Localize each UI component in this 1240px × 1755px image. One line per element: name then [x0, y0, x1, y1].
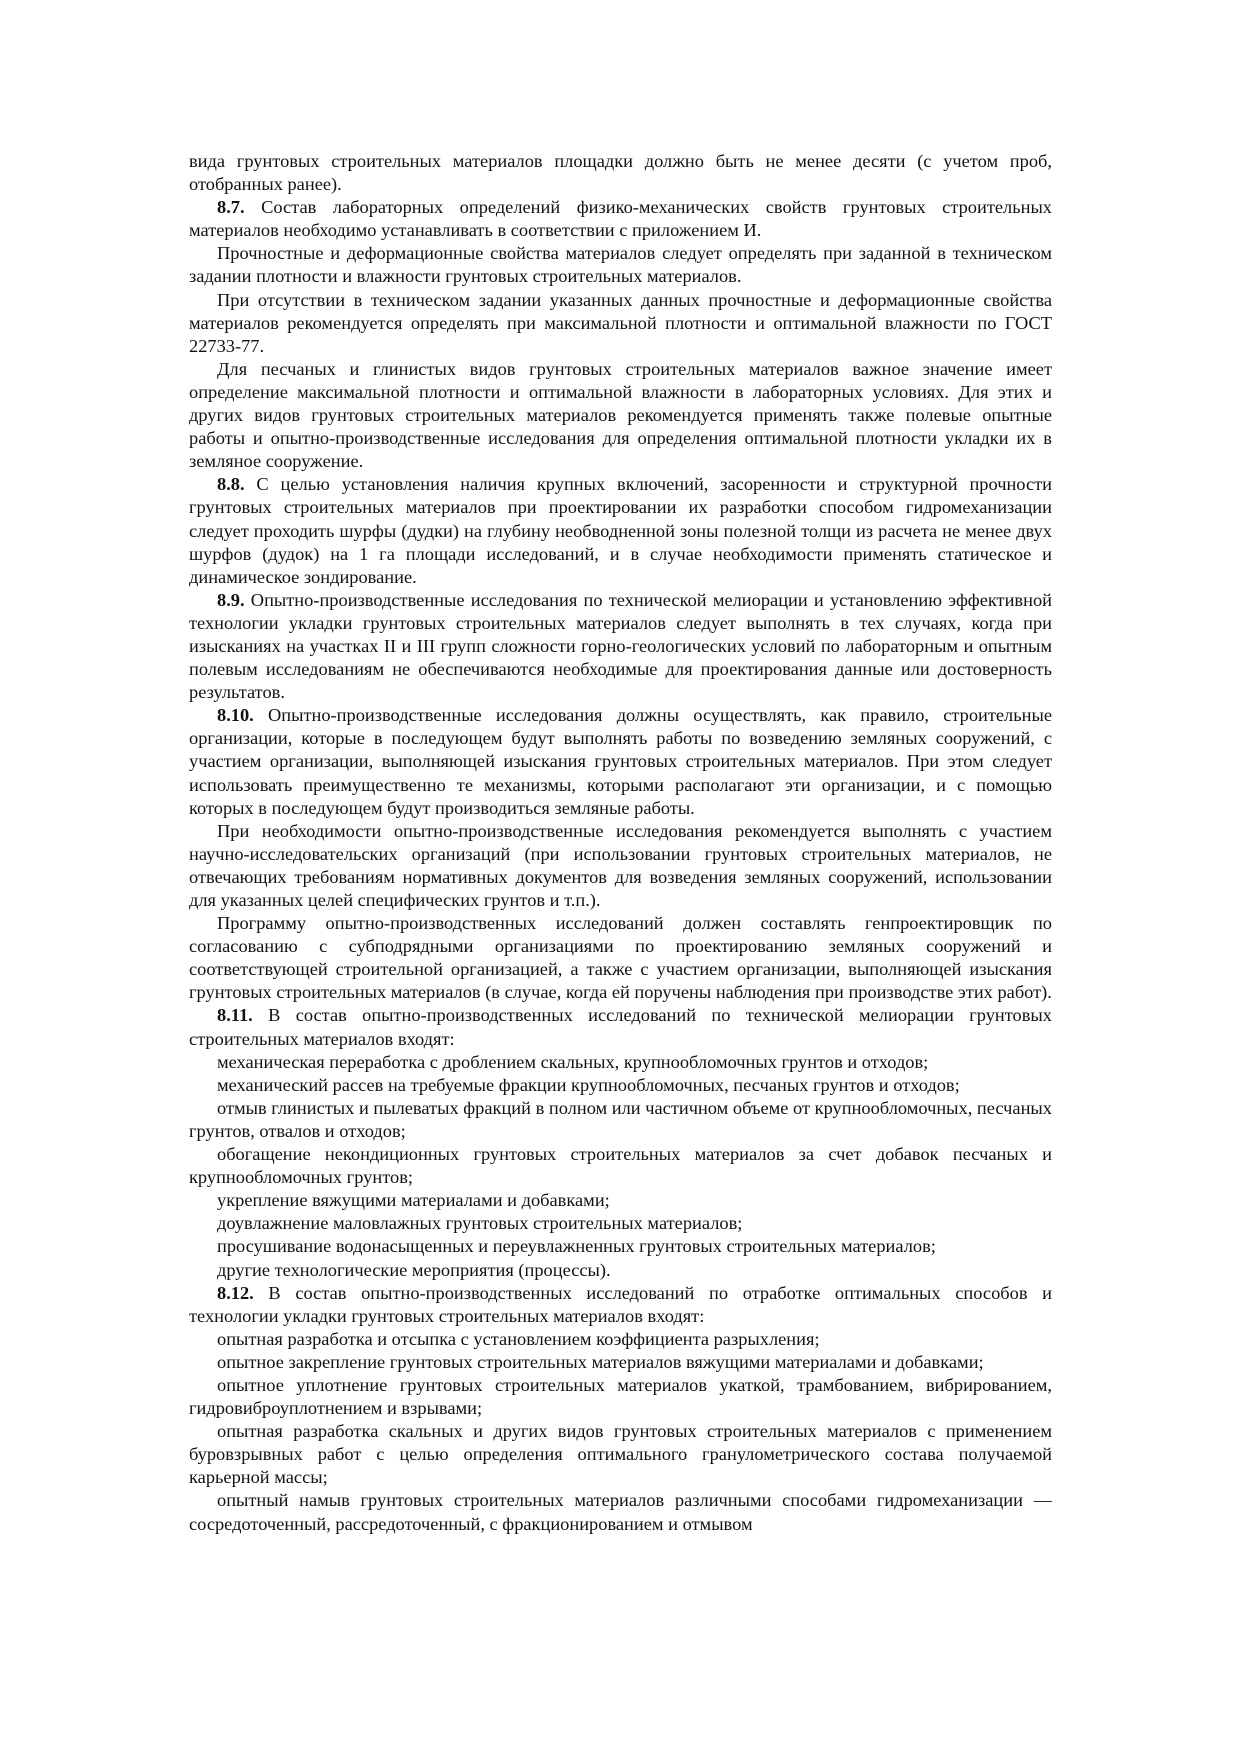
paragraph	[189, 912, 1052, 1004]
clause-number: 8.12.	[217, 1282, 254, 1303]
paragraph	[189, 358, 1052, 473]
paragraph-text: опытный намыв грунтовых строительных материалов различными способами гидромеханизации — сосредоточенный, рассредоточенный, с фракционированием и отмывом	[189, 1490, 1052, 1534]
list-item	[189, 1489, 1052, 1535]
list-item	[189, 1212, 1052, 1235]
paragraph-text: Опытно-производственные исследования по технической мелиорации и установлению эффективной технологии укладки грунтовых строительных материалов следует выполнять в тех случаях, когда при изысканиях на участках II и III групп сложности горно-геологических условий по лабораторным и опытным полевым исследованиям не обеспечиваются необходимые для проектирования данные или достоверность результатов.	[189, 589, 1052, 703]
list-item	[189, 1051, 1052, 1074]
clause-8-8	[189, 473, 1052, 588]
paragraph-text: Состав лабораторных определений физико-механических свойств грунтовых строительных материалов необходимо устанавливать в соответствии с приложением И.	[189, 197, 1052, 241]
paragraph-continuation	[189, 150, 1052, 196]
paragraph-text: Опытно-производственные исследования должны осуществлять, как правило, строительные организации, которые в последующем будут выполнять работы по возведению земляных сооружений, с участием организации, выполняющей изыскания грунтовых строительных материалов. При этом следует использовать преимущественно те механизмы, которыми располагают эти организации, и с помощью которых в последующем будут производиться земляные работы.	[189, 705, 1052, 818]
clause-8-9	[189, 589, 1052, 704]
paragraph	[189, 242, 1052, 288]
paragraph-text: В состав опытно-производственных исследований по отработке оптимальных способов и технологии укладки грунтовых строительных материалов входят:	[189, 1282, 1052, 1326]
paragraph-text: При необходимости опытно-производственные исследования рекомендуется выполнять с участием научно-исследовательских организаций (при использовании грунтовых строительных материалов, не отвечающих требованиям нормативных документов для возведения земляных сооружений, использовании для указанных целей специфических грунтов и т.п.).	[189, 820, 1052, 910]
clause-number: 8.9.	[217, 589, 245, 610]
list-item	[189, 1374, 1052, 1420]
paragraph-text: В состав опытно-производственных исследований по технической мелиорации грунтовых строительных материалов входят:	[189, 1005, 1052, 1049]
clause-8-10	[189, 704, 1052, 819]
paragraph-text: другие технологические мероприятия (процессы).	[217, 1259, 611, 1280]
paragraph-text: отмыв глинистых и пылеватых фракций в полном или частичном объеме от крупнообломочных, песчаных грунтов, отвалов и отходов;	[189, 1097, 1052, 1141]
document-page	[189, 150, 1052, 1536]
list-item	[189, 1259, 1052, 1282]
list-item	[189, 1420, 1052, 1489]
paragraph-text: Программу опытно-производственных исследований должен составлять генпроектировщик по согласованию с субподрядными организациями по проектированию земляных сооружений и соответствующей строительной организацией, а также с участием организации, выполняющей изыскания грунтовых строительных материалов (в случае, когда ей поручены наблюдения при производстве этих работ).	[189, 913, 1052, 1003]
clause-number: 8.11.	[217, 1005, 253, 1026]
paragraph-text: опытное уплотнение грунтовых строительных материалов укаткой, трамбованием, вибрированием, гидровиброуплотнением и взрывами;	[189, 1374, 1052, 1419]
list-item	[189, 1351, 1052, 1374]
clause-8-12	[189, 1282, 1052, 1328]
paragraph-text: опытная разработка и отсыпка с установлением коэффициента разрыхления;	[217, 1328, 820, 1349]
list-item	[189, 1328, 1052, 1351]
paragraph-text: просушивание водонасыщенных и переувлажненных грунтовых строительных материалов;	[217, 1236, 936, 1257]
list-item	[189, 1189, 1052, 1212]
paragraph-text: укрепление вяжущими материалами и добавками;	[217, 1190, 610, 1211]
paragraph-text: обогащение некондиционных грунтовых строительных материалов за счет добавок песчаных и крупнообломочных грунтов;	[189, 1144, 1052, 1188]
paragraph-text: механический рассев на требуемые фракции крупнообломочных, песчаных грунтов и отходов;	[217, 1074, 960, 1095]
list-item	[189, 1097, 1052, 1143]
paragraph-text: доувлажнение маловлажных грунтовых строительных материалов;	[217, 1213, 743, 1234]
clause-8-11	[189, 1004, 1052, 1050]
paragraph	[189, 289, 1052, 358]
paragraph-text: При отсутствии в техническом задании указанных данных прочностные и деформационные свойства материалов рекомендуется определять при максимальной плотности и оптимальной влажности по ГОСТ 22733-77.	[189, 289, 1052, 356]
clause-8-7	[189, 196, 1052, 242]
paragraph	[189, 820, 1052, 912]
paragraph-text: механическая переработка с дроблением скальных, крупнообломочных грунтов и отходов;	[217, 1051, 929, 1072]
list-item	[189, 1235, 1052, 1258]
paragraph-text: С целью установления наличия крупных включений, засоренности и структурной прочности грунтовых строительных материалов при проектировании их разработки способом гидромеханизации следует проходить шурфы (дудки) на глубину необводненной зоны полезной толщи из расчета не менее двух шурфов (дудок) на 1 га площади исследований, и в случае необходимости применять статическое и динамическое зондирование.	[189, 474, 1052, 587]
clause-number: 8.8.	[217, 474, 245, 495]
paragraph-text: Прочностные и деформационные свойства материалов следует определять при заданной в техническом задании плотности и влажности грунтовых строительных материалов.	[189, 243, 1052, 287]
list-item	[189, 1074, 1052, 1097]
clause-number: 8.10.	[217, 705, 254, 726]
paragraph-text: Для песчаных и глинистых видов грунтовых строительных материалов важное значение имеет определение максимальной плотности и оптимальной влажности в лабораторных условиях. Для этих и других видов грунтовых строительных материалов рекомендуется применять также полевые опытные работы и опытно-производственные исследования для определения оптимальной плотности укладки их в земляное сооружение.	[189, 358, 1052, 472]
paragraph-text: вида грунтовых строительных материалов площадки должно быть не менее десяти (с учетом проб, отобранных ранее).	[189, 151, 1052, 195]
paragraph-text: опытная разработка скальных и других видов грунтовых строительных материалов с применением буровзрывных работ с целью определения оптимального гранулометрического состава получаемой карьерной массы;	[189, 1421, 1052, 1488]
list-item	[189, 1143, 1052, 1189]
clause-number: 8.7.	[217, 197, 245, 218]
paragraph-text: опытное закрепление грунтовых строительных материалов вяжущими материалами и добавками;	[217, 1351, 984, 1372]
